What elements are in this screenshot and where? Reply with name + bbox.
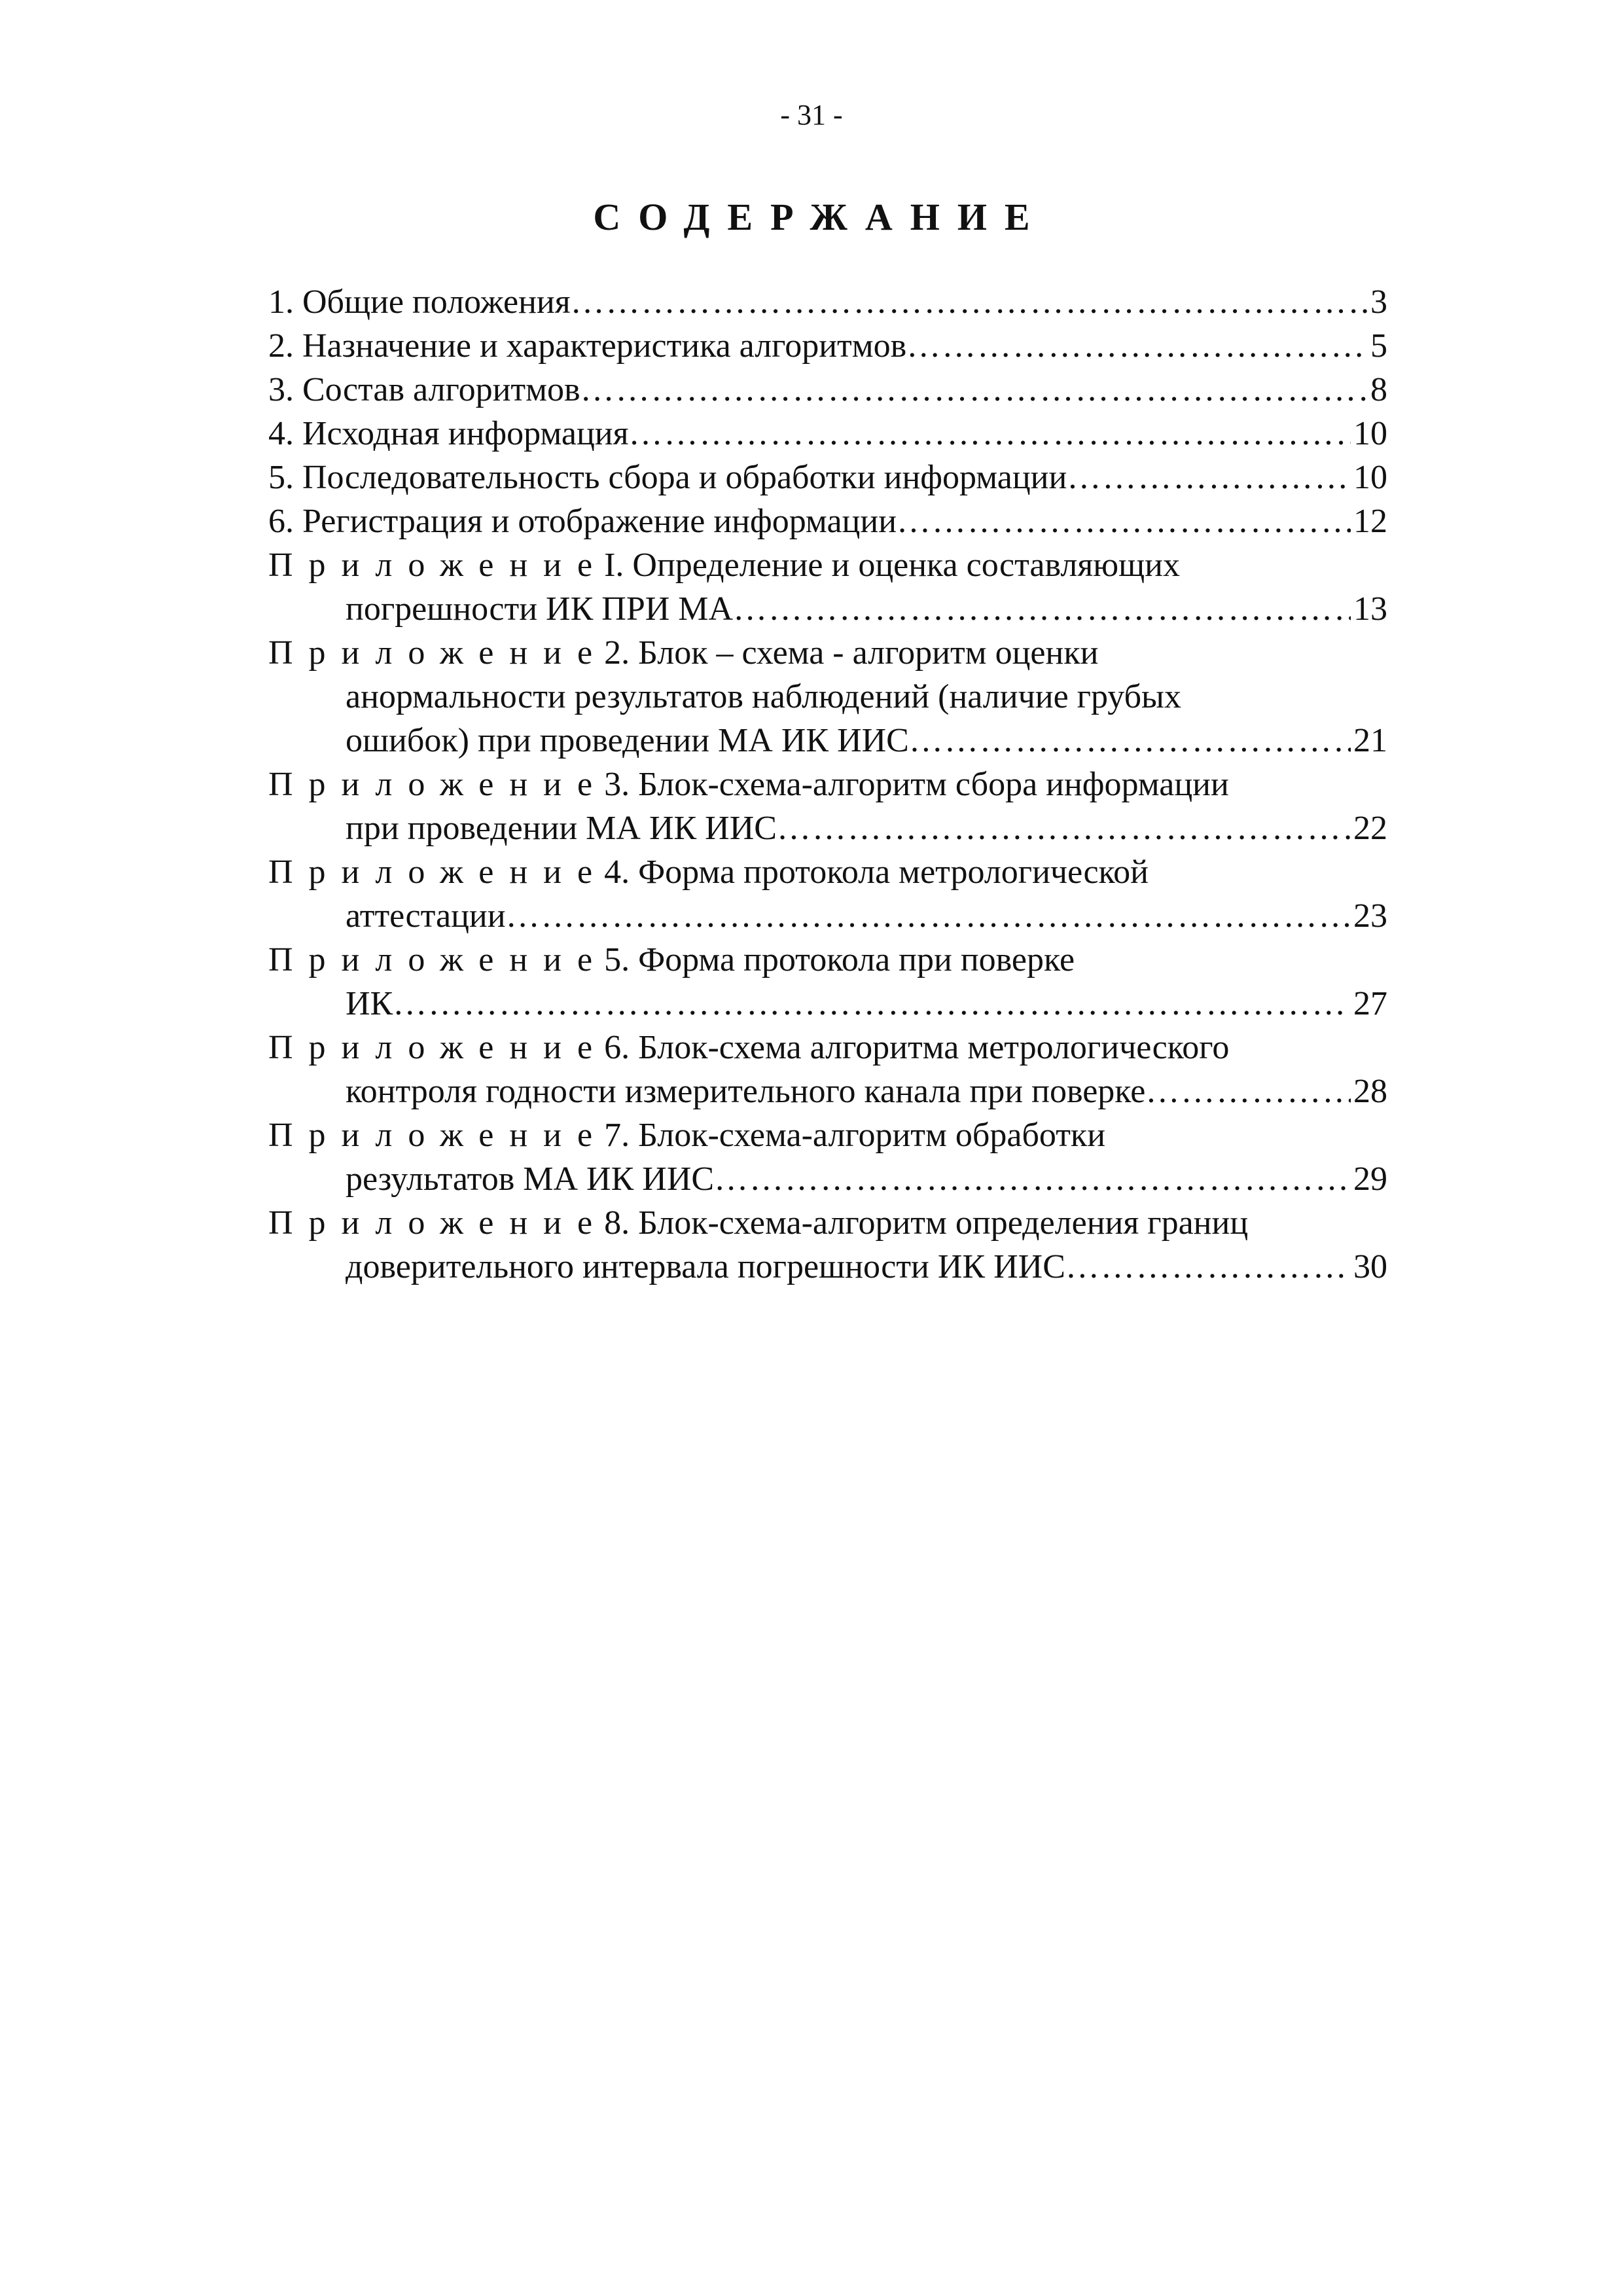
toc-entry-2 — [268, 324, 1387, 368]
appendix-label: Приложение — [268, 1029, 609, 1066]
appendix-label: Приложение — [268, 1117, 609, 1154]
appendix-label: Приложение — [268, 1204, 609, 1242]
appendix-title-cont: контроля годности измерительного канала при поверке — [346, 1073, 1146, 1110]
toc-entry-page: 29 — [1353, 1160, 1387, 1198]
appendix-title-cont: при проведении МА ИК ИИС — [346, 810, 777, 847]
toc-appendix-4 — [268, 850, 1387, 938]
dot-leader — [1067, 456, 1351, 499]
appendix-title-cont: ИК — [346, 985, 393, 1022]
toc-appendix-6 — [268, 1026, 1387, 1113]
toc-appendix-8 — [268, 1201, 1387, 1289]
appendix-title: 5. Форма протокола при поверке — [604, 941, 1075, 978]
appendix-title: 8. Блок-схема-алгоритм определения границ — [604, 1204, 1249, 1242]
toc-entry-page: 22 — [1353, 810, 1387, 847]
appendix-title-cont: погрешности ИК ПРИ МА — [346, 590, 734, 628]
appendix-label: Приложение — [268, 941, 609, 978]
toc-entry-text: 4. Исходная информация — [268, 415, 629, 452]
appendix-title: 6. Блок-схема алгоритма метрологического — [604, 1029, 1230, 1066]
toc-entry-page: 12 — [1353, 503, 1387, 540]
toc-appendix-1 — [268, 543, 1387, 631]
toc-entry-text: 5. Последовательность сбора и обработки информации — [268, 459, 1067, 496]
dot-leader — [1145, 1069, 1351, 1113]
toc-entry-page: 30 — [1353, 1248, 1387, 1285]
toc-entry-text: 1. Общие положения — [268, 283, 571, 321]
toc-entry-6 — [268, 499, 1387, 543]
dot-leader — [714, 1157, 1351, 1201]
toc-entry-page: 10 — [1353, 459, 1387, 496]
toc-entry-3 — [268, 368, 1387, 412]
toc-entry-1 — [268, 280, 1387, 324]
appendix-label: Приложение — [268, 547, 609, 584]
dot-leader — [777, 806, 1351, 850]
toc-entry-text: 3. Состав алгоритмов — [268, 371, 580, 408]
table-of-contents — [268, 280, 1387, 1289]
toc-appendix-2 — [268, 631, 1387, 762]
toc-entry-page: 10 — [1353, 415, 1387, 452]
dot-leader — [506, 894, 1351, 938]
appendix-label: Приложение — [268, 853, 609, 891]
appendix-title-cont: ошибок) при проведении МА ИК ИИС — [346, 722, 909, 759]
toc-entry-page: 28 — [1353, 1073, 1387, 1110]
dot-leader — [906, 324, 1368, 368]
appendix-title-cont: доверительного интервала погрешности ИК ИИС — [346, 1248, 1065, 1285]
toc-appendix-7 — [268, 1113, 1387, 1201]
toc-entry-text: 6. Регистрация и отображение информации — [268, 503, 897, 540]
appendix-title: I. Определение и оценка составляющих — [604, 547, 1180, 584]
toc-entry-page: 8 — [1370, 371, 1387, 408]
toc-entry-page: 21 — [1353, 722, 1387, 759]
appendix-title-cont: аттестации — [346, 897, 506, 935]
dot-leader — [909, 719, 1351, 762]
dot-leader — [580, 368, 1368, 412]
toc-title: СОДЕРЖАНИЕ — [593, 196, 1048, 238]
dot-leader — [393, 982, 1351, 1026]
appendix-title-cont: анормальности результатов наблюдений (наличие грубых — [346, 678, 1181, 715]
toc-entry-page: 5 — [1370, 327, 1387, 365]
toc-entry-page: 23 — [1353, 897, 1387, 935]
appendix-title-cont: результатов МА ИК ИИС — [346, 1160, 715, 1198]
dot-leader — [629, 412, 1351, 456]
dot-leader — [571, 280, 1368, 324]
toc-entry-page: 27 — [1353, 985, 1387, 1022]
toc-entry-text: 2. Назначение и характеристика алгоритмов — [268, 327, 907, 365]
dot-leader — [897, 499, 1351, 543]
appendix-label: Приложение — [268, 766, 609, 803]
toc-appendix-5 — [268, 938, 1387, 1026]
appendix-title: 4. Форма протокола метрологической — [604, 853, 1149, 891]
toc-entry-page: 3 — [1370, 283, 1387, 321]
appendix-label: Приложение — [268, 634, 609, 672]
dot-leader — [733, 587, 1351, 631]
dot-leader — [1065, 1245, 1351, 1289]
toc-appendix-3 — [268, 762, 1387, 850]
appendix-title: 3. Блок-схема-алгоритм сбора информации — [604, 766, 1229, 803]
appendix-title: 2. Блок – схема - алгоритм оценки — [604, 634, 1099, 672]
page-number: - 31 - — [780, 99, 843, 131]
toc-entry-5 — [268, 456, 1387, 499]
appendix-title: 7. Блок-схема-алгоритм обработки — [604, 1117, 1106, 1154]
toc-entry-page: 13 — [1353, 590, 1387, 628]
toc-entry-4 — [268, 412, 1387, 456]
